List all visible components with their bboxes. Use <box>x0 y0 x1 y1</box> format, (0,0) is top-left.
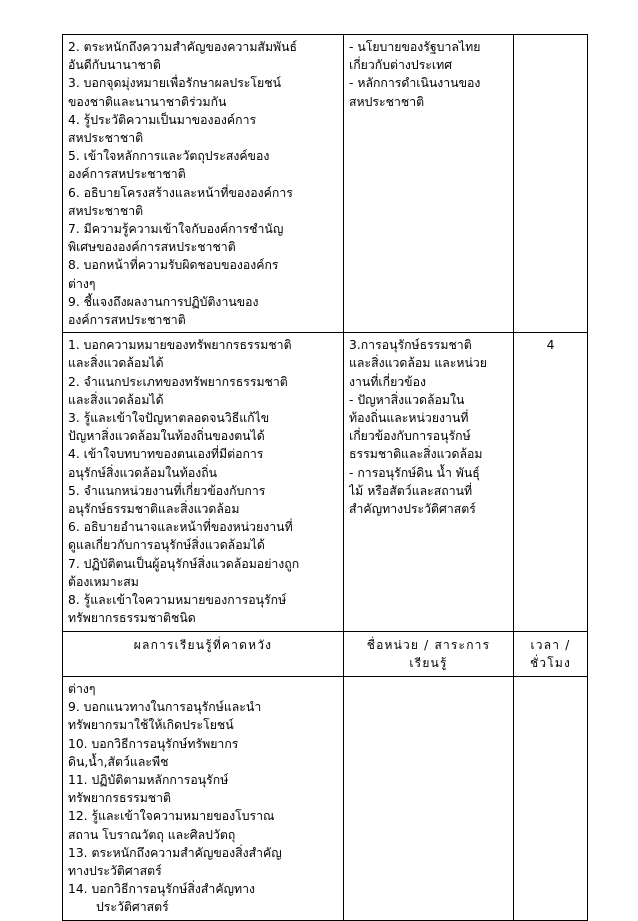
outcome-line: ต้องเหมาะสม <box>68 574 139 589</box>
outcome-line: 5. จำแนกหน่วยงานที่เกี่ยวข้องกับการ <box>68 483 266 498</box>
header-label: ชั่วโมง <box>529 655 572 670</box>
outcome-line: 7. มีความรู้ความเข้าใจกับองค์การชำนัญ <box>68 222 284 237</box>
outcome-line: 5. เข้าใจหลักการและวัตถุประสงค์ของ <box>68 149 270 164</box>
header-label: เวลา / <box>530 637 571 652</box>
outcome-line: ทรัพยากรมาใช้ให้เกิดประโยชน์ <box>68 718 234 733</box>
table-row <box>63 676 588 920</box>
outcome-line: 3. บอกจุดมุ่งหมายเพื่อรักษาผลประโยชน์ <box>68 76 281 91</box>
outcome-line: สถาน โบราณวัตถุ และศิลปวัตถุ <box>68 827 236 842</box>
outcome-line: 9. ชี้แจงถึงผลงานการปฏิบัติงานของ <box>68 294 259 309</box>
table-header-row <box>63 631 588 676</box>
outcome-line: ดูแลเกี่ยวกับการอนุรักษ์สิ่งแวดล้อมได้ <box>68 538 265 553</box>
outcome-line: 14. บอกวิธีการอนุรักษ์สิ่งสำคัญทาง <box>68 882 256 897</box>
outcome-line: 11. ปฏิบัติตามหลักการอนุรักษ์ <box>68 772 229 787</box>
outcome-line: ทรัพยากรธรรมชาติ <box>68 791 172 806</box>
header-unit-content <box>344 631 514 676</box>
outcome-line: 6. อธิบายโครงสร้างและหน้าที่ขององค์การ <box>68 185 293 200</box>
outcome-line: 8. รู้และเข้าใจความหมายของการอนุรักษ์ <box>68 593 287 608</box>
topic-line: และสิ่งแวดล้อม และหน่วย <box>349 356 488 371</box>
outcome-line: 4. เข้าใจบทบาทของตนเองที่มีต่อการ <box>68 447 264 462</box>
outcome-line: ของชาติและนานาชาติร่วมกัน <box>68 94 227 109</box>
outcome-line: 4. รู้ประวัติความเป็นมาขององค์การ <box>68 112 257 127</box>
topic-line: - หลักการดำเนินงานของ <box>349 76 481 91</box>
header-time <box>514 631 588 676</box>
outcome-line: 13. ตระหนักถึงความสำคัญของสิ่งสำคัญ <box>68 845 282 860</box>
outcome-line: 9. บอกแนวทางในการอนุรักษ์และนำ <box>68 700 262 715</box>
table-row <box>63 35 588 333</box>
topic-line: งานที่เกี่ยวข้อง <box>349 374 426 389</box>
outcome-line: และสิ่งแวดล้อมได้ <box>68 392 164 407</box>
outcome-line: ปัญหาสิ่งแวดล้อมในท้องถิ่นของตนได้ <box>68 429 265 444</box>
topic-line: เกี่ยวข้องกับการอนุรักษ์ <box>349 429 471 444</box>
outcome-line: ทางประวัติศาสตร์ <box>68 863 162 878</box>
outcome-line: ต่างๆ <box>68 276 96 291</box>
topic-line: ไม้ หรือสัตว์และสถานที่ <box>349 483 473 498</box>
outcome-line: 10. บอกวิธีการอนุรักษ์ทรัพยากร <box>68 736 239 751</box>
header-expected-outcomes <box>63 631 344 676</box>
header-label: ผลการเรียนรู้ที่คาดหวัง <box>133 637 273 652</box>
outcome-line: องค์การสหประชาชาติ <box>68 313 186 328</box>
outcome-line: 8. บอกหน้าที่ความรับผิดชอบขององค์กร <box>68 258 279 273</box>
topic-line: - ปัญหาสิ่งแวดล้อมใน <box>349 392 465 407</box>
topic-line: ธรรมชาติและสิ่งแวดล้อม <box>349 447 483 462</box>
outcome-line: ทรัพยากรธรรมชาติชนิด <box>68 611 196 626</box>
outcome-line: อนุรักษ์ธรรมชาติและสิ่งแวดล้อม <box>68 502 240 517</box>
unit-content-cell <box>344 676 514 920</box>
outcome-line: องค์การสหประชาชาติ <box>68 167 186 182</box>
outcome-line: 1. บอกความหมายของทรัพยากรธรรมชาติ <box>68 338 292 353</box>
header-label: ชื่อหน่วย / สาระการ <box>366 637 491 652</box>
outcome-line: และสิ่งแวดล้อมได้ <box>68 356 164 371</box>
outcome-line: 2. ตระหนักถึงความสำคัญของความสัมพันธ์ <box>68 40 298 54</box>
expected-outcomes-cell <box>63 35 344 333</box>
topic-line: - นโยบายของรัฐบาลไทย <box>349 40 481 54</box>
table-row <box>63 333 588 631</box>
topic-line: ท้องถิ่นและหน่วยงานที่ <box>349 411 469 426</box>
unit-content-cell <box>344 35 514 333</box>
topic-line: สำคัญทางประวัติศาสตร์ <box>349 502 476 517</box>
time-cell: 4 <box>514 333 588 631</box>
outcome-line: พิเศษขององค์การสหประชาชาติ <box>68 240 236 255</box>
outcome-line: สหประชาชาติ <box>68 131 144 146</box>
outcome-line: 6. อธิบายอำนาจและหน้าที่ของหน่วยงานที่ <box>68 520 293 535</box>
outcome-line: 3. รู้และเข้าใจปัญหาตลอดจนวิธีแก้ไข <box>68 411 270 426</box>
outcome-line: ต่างๆ <box>68 681 96 696</box>
outcome-line: อันดีกับนานาชาติ <box>68 58 161 73</box>
topic-line: เกี่ยวกับต่างประเทศ <box>349 58 453 73</box>
topic-line: สหประชาชาติ <box>349 94 425 109</box>
outcome-line: ดิน,น้ำ,สัตว์และพืช <box>68 754 169 769</box>
topic-line: - การอนุรักษ์ดิน น้ำ พันธุ์ <box>349 465 480 480</box>
outcome-line: 2. จำแนกประเภทของทรัพยากรธรรมชาติ <box>68 374 288 389</box>
unit-content-cell <box>344 333 514 631</box>
time-cell <box>514 35 588 333</box>
outcome-line: 12. รู้และเข้าใจความหมายของโบราณ <box>68 809 275 824</box>
time-cell <box>514 676 588 920</box>
outcome-line: ประวัติศาสตร์ <box>96 900 169 915</box>
header-label: เรียนรู้ <box>409 655 448 670</box>
outcome-line: อนุรักษ์สิ่งแวดล้อมในท้องถิ่น <box>68 465 218 480</box>
outcome-line: สหประชาชาติ <box>68 203 144 218</box>
expected-outcomes-cell <box>63 676 344 920</box>
expected-outcomes-cell <box>63 333 344 631</box>
outcome-line: 7. ปฏิบัติตนเป็นผู้อนุรักษ์สิ่งแวดล้อมอย่างถูก <box>68 556 300 571</box>
learning-outcomes-table <box>62 34 588 921</box>
topic-line: 3.การอนุรักษ์ธรรมชาติ <box>349 338 472 353</box>
